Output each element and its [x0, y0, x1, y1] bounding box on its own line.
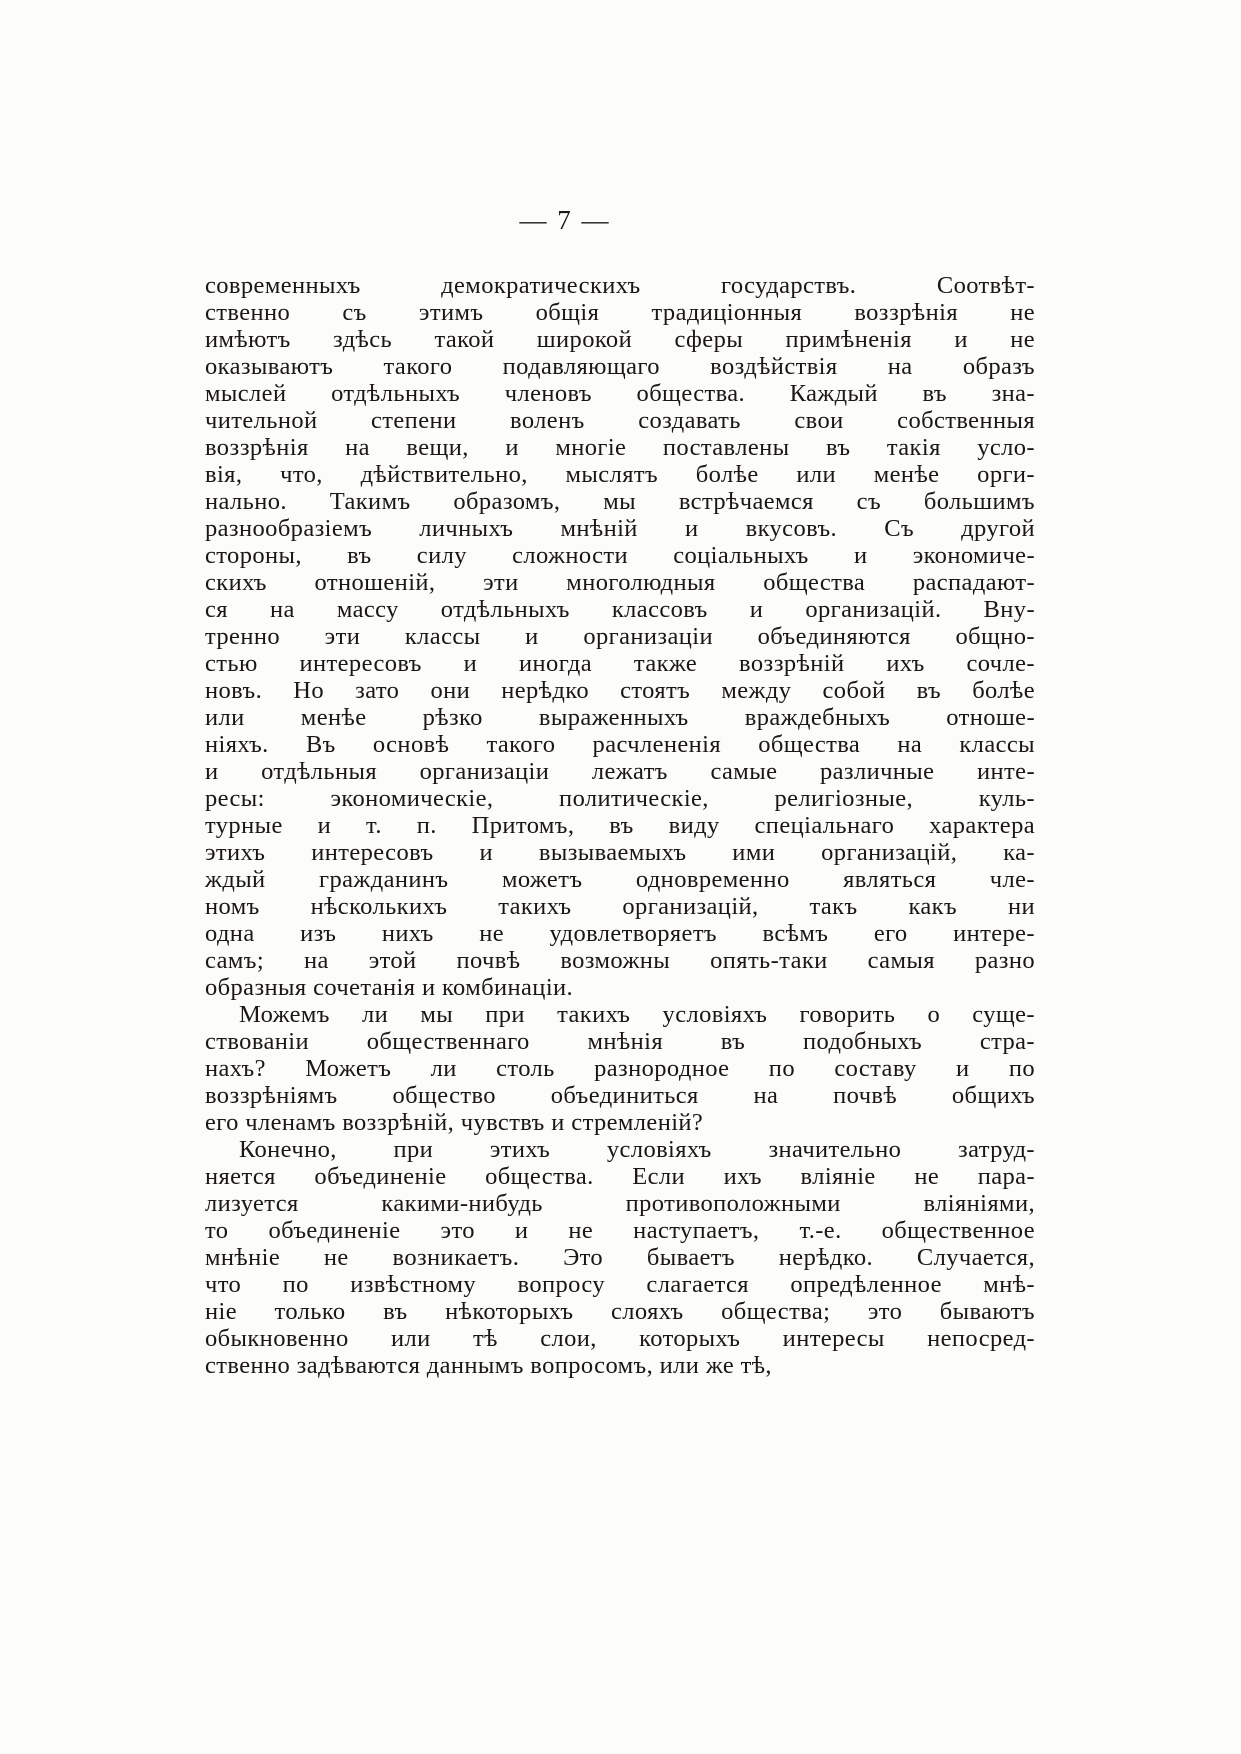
text-line: имѣютъ здѣсь такой широкой сферы примѣненія и не — [205, 326, 1035, 353]
text-line: ственно съ этимъ общія традиціонныя воззрѣнія не — [205, 299, 1035, 326]
text-line: лизуется какими-нибудь противоположными вліяніями, — [205, 1190, 1035, 1217]
text-line: номъ нѣсколькихъ такихъ организацій, такъ какъ ни — [205, 893, 1035, 920]
text-line: разнообразіемъ личныхъ мнѣній и вкусовъ. Съ другой — [205, 515, 1035, 542]
text-line: ніяхъ. Въ основѣ такого расчлененія общества на классы — [205, 731, 1035, 758]
text-line: тренно эти классы и организаціи объединяются общно- — [205, 623, 1035, 650]
text-line: или менѣе рѣзко выраженныхъ враждебныхъ отноше- — [205, 704, 1035, 731]
text-line: нально. Такимъ образомъ, мы встрѣчаемся съ большимъ — [205, 488, 1035, 515]
text-line: мнѣніе не возникаетъ. Это бываетъ нерѣдко. Случается, — [205, 1244, 1035, 1271]
text-line: одна изъ нихъ не удовлетворяетъ всѣмъ его интере- — [205, 920, 1035, 947]
text-line: Конечно, при этихъ условіяхъ значительно затруд- — [239, 1136, 1035, 1163]
page-number: — 7 — — [519, 205, 611, 235]
text-line: ся на массу отдѣльныхъ классовъ и организацій. Вну- — [205, 596, 1035, 623]
text-line: чительной степени воленъ создавать свои собственныя — [205, 407, 1035, 434]
paragraph — [205, 272, 1035, 1001]
text-line: турные и т. п. Притомъ, въ виду спеціальнаго характера — [205, 812, 1035, 839]
text-line: ственно задѣваются даннымъ вопросомъ, или же тѣ, — [205, 1352, 772, 1379]
text-line: и отдѣльныя организаціи лежатъ самые различные инте- — [205, 758, 1035, 785]
text-line: ствованіи общественнаго мнѣнія въ подобныхъ стра- — [205, 1028, 1035, 1055]
text-line: стороны, въ силу сложности соціальныхъ и экономиче- — [205, 542, 1035, 569]
text-line: ждый гражданинъ можетъ одновременно являться чле- — [205, 866, 1035, 893]
text-line: Можемъ ли мы при такихъ условіяхъ говорить о суще- — [239, 1001, 1035, 1028]
text-line: няется объединеніе общества. Если ихъ вліяніе не пара- — [205, 1163, 1035, 1190]
text-line: воззрѣнія на вещи, и многіе поставлены въ такія усло- — [205, 434, 1035, 461]
text-block — [205, 272, 1035, 1379]
text-line: новъ. Но зато они нерѣдко стоятъ между собой въ болѣе — [205, 677, 1035, 704]
text-line: оказываютъ такого подавляющаго воздѣйствія на образъ — [205, 353, 1035, 380]
text-line: ресы: экономическіе, политическіе, религіозные, куль- — [205, 785, 1035, 812]
text-line: мыслей отдѣльныхъ членовъ общества. Каждый въ зна- — [205, 380, 1035, 407]
paragraph — [205, 1136, 1035, 1379]
text-line: образныя сочетанія и комбинаціи. — [205, 974, 574, 1001]
paragraph — [205, 1001, 1035, 1136]
text-line: обыкновенно или тѣ слои, которыхъ интересы непосред- — [205, 1325, 1035, 1352]
text-line: что по извѣстному вопросу слагается опредѣленное мнѣ- — [205, 1271, 1035, 1298]
text-line: вія, что, дѣйствительно, мыслятъ болѣе или менѣе орги- — [205, 461, 1035, 488]
text-line: самъ; на этой почвѣ возможны опять-таки самыя разно — [205, 947, 1035, 974]
text-line: то объединеніе это и не наступаетъ, т.-е. общественное — [205, 1217, 1035, 1244]
text-line: стью интересовъ и иногда также воззрѣній ихъ сочле- — [205, 650, 1035, 677]
text-line: нахъ? Можетъ ли столь разнородное по составу и по — [205, 1055, 1035, 1082]
text-line: ніе только въ нѣкоторыхъ слояхъ общества; это бываютъ — [205, 1298, 1035, 1325]
text-line: его членамъ воззрѣній, чувствъ и стремленій? — [205, 1109, 704, 1136]
text-line: современныхъ демократическихъ государствъ. Соотвѣт- — [205, 272, 1035, 299]
text-line: этихъ интересовъ и вызываемыхъ ими организацій, ка- — [205, 839, 1035, 866]
text-line: воззрѣніямъ общество объединиться на почвѣ общихъ — [205, 1082, 1035, 1109]
text-line: скихъ отношеній, эти многолюдныя общества распадают- — [205, 569, 1035, 596]
